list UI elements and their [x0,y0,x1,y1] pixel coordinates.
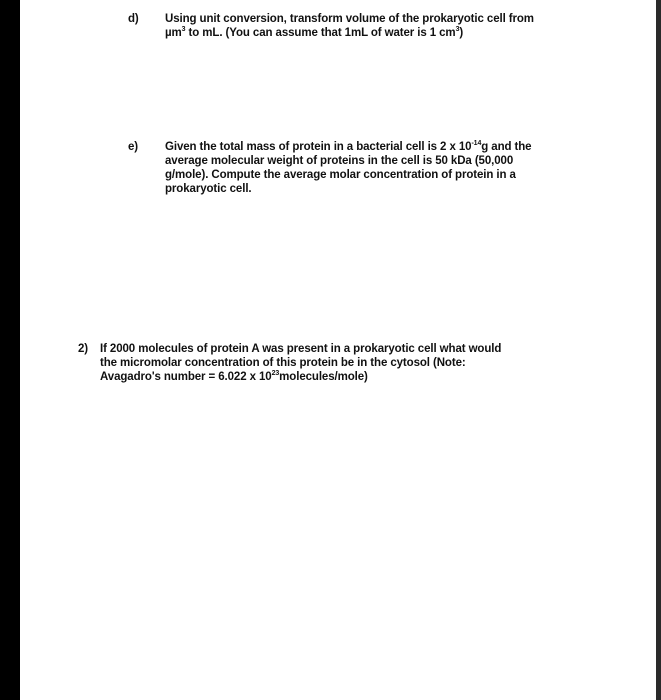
question-2-label: 2) [78,343,89,355]
question-e-label: e) [128,141,139,153]
question-d-text [165,12,534,40]
document-page[interactable] [20,0,656,700]
superscript-cubed: 3 [181,26,186,33]
question-e-line-1-tail: g and the [481,141,532,153]
page-shadow-edge [656,0,661,700]
question-2-line-2: the micromolar concentration of this protein be in the cytosol (Note: [100,357,466,369]
question-d-line-1: Using unit conversion, transform volume of the prokaryotic cell from [165,13,534,25]
question-e-text [165,140,531,196]
question-2-line-3 [100,370,501,384]
question-2-line-3-tail: molecules/mole) [279,371,368,383]
question-e-line-4: prokaryotic cell. [165,183,252,195]
question-e-line-3: g/mole). Compute the average molar concentration of protein in a [165,169,516,181]
question-d-line-2-text: to mL. (You can assume that 1mL of water is 1 cm [185,27,456,39]
question-2-text [100,342,501,384]
closing-paren: ) [459,27,464,39]
question-e-line-1-text: Given the total mass of protein in a bacterial cell is 2 x 10 [165,141,472,153]
question-e-line-1 [165,140,531,154]
question-2-line-1: If 2000 molecules of protein A was present in a prokaryotic cell what would [100,343,502,355]
superscript-exponent: -14 [471,140,482,147]
superscript-cubed: 3 [455,26,460,33]
question-d-line-2 [165,26,534,40]
question-2-line-3-text: Avagadro's number = 6.022 x 10 [100,371,272,383]
superscript-exponent: 23 [271,370,280,377]
question-d-label: d) [128,13,139,25]
unit-micrometer: µm [165,27,182,39]
question-e-line-2: average molecular weight of proteins in the cell is 50 kDa (50,000 [165,155,514,167]
